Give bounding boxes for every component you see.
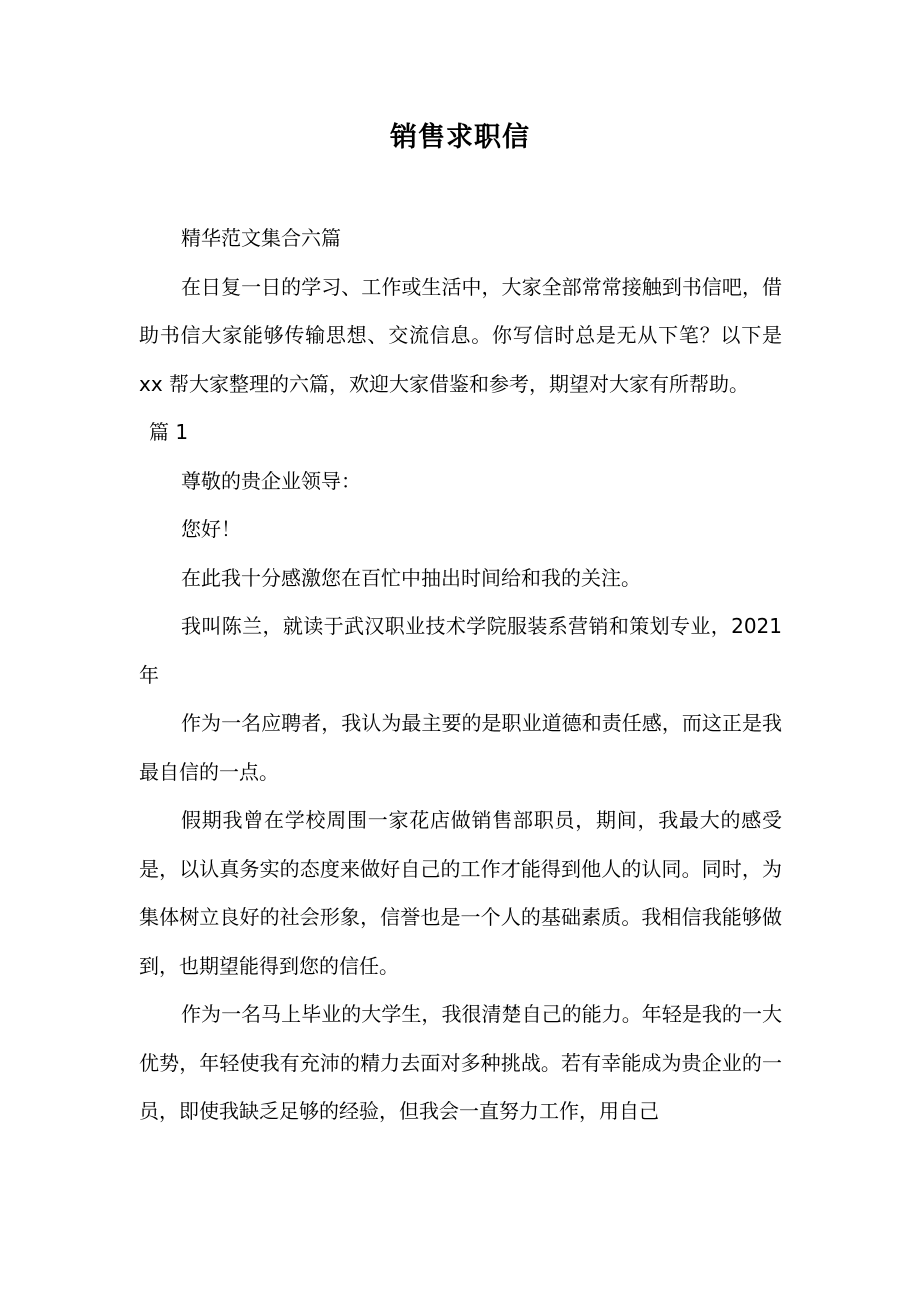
salutation: 尊敬的贵企业领导： xyxy=(181,468,361,493)
body-paragraph: 在此我十分感激您在百忙中抽出时间给和我的关注。 xyxy=(181,565,641,590)
body-paragraph: 作为一名应聘者，我认为最主要的是职业道德和责任感，而这正是我最自信的一点。 xyxy=(139,711,782,784)
body-paragraph: 我叫陈兰，就读于武汉职业技术学院服装系营销和策划专业，2021 年 xyxy=(139,614,782,687)
body-paragraph: 假期我曾在学校周围一家花店做销售部职员，期间，我最大的感受是，以认真务实的态度来做好自己的工作才能得到他人的认同。同时，为集体树立良好的社会形象，信誉也是一个人的基础素质。我相信我能够做到，也期望能得到您的信任。 xyxy=(139,808,782,978)
greeting: 您好！ xyxy=(181,517,241,541)
section-heading: 篇 1 xyxy=(149,420,189,444)
intro-paragraph: 在日复一日的学习、工作或生活中，大家全部常常接触到书信吧，借助书信大家能够传输思想、交流信息。你写信时总是无从下笔？以下是 xx 帮大家整理的六篇，欢迎大家借鉴和参考，期望对大家有所帮助。 xyxy=(139,274,782,396)
document-title: 销售求职信 xyxy=(390,122,530,153)
subtitle-paragraph: 精华范文集合六篇 xyxy=(181,226,341,250)
body-paragraph: 作为一名马上毕业的大学生，我很清楚自己的能力。年轻是我的一大优势，年轻使我有充沛的精力去面对多种挑战。若有幸能成为贵企业的一员，即使我缺乏足够的经验，但我会一直努力工作，用自己 xyxy=(139,1002,782,1123)
document-body xyxy=(139,214,782,1136)
